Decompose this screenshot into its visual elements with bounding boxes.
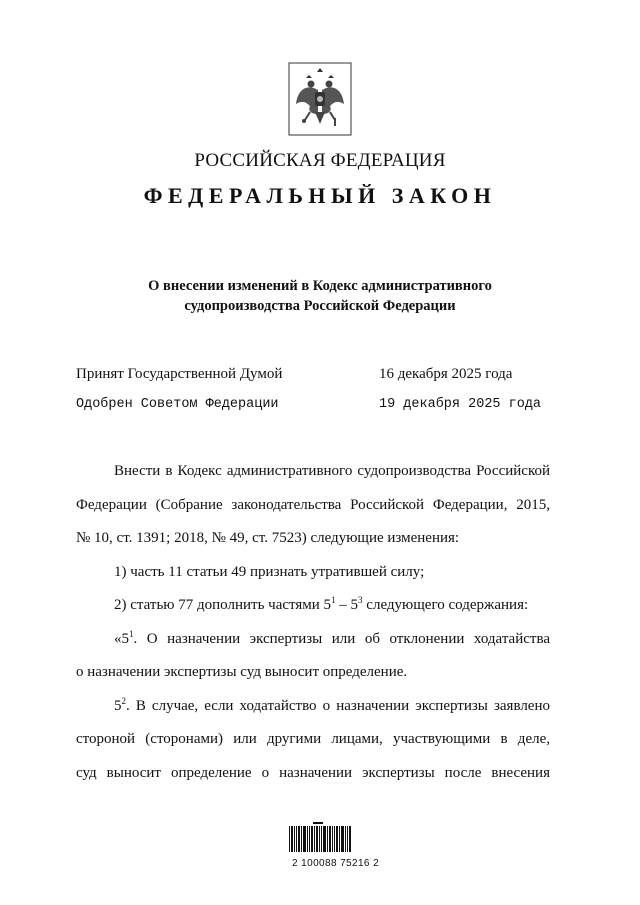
body-line — [76, 690, 550, 724]
body-line: Федерации (Собрание законодательства Российской Федерации, 2015, — [76, 496, 550, 513]
body-line: Внести в Кодекс административного судопроизводства Российской — [114, 463, 550, 479]
superscript: 3 — [358, 595, 363, 605]
barcode-number: 2 100088 75216 2 — [292, 858, 380, 869]
list-item: 1) часть 11 статьи 49 признать утратившей силу; — [114, 563, 425, 580]
law-body — [76, 455, 550, 790]
body-line: о назначении экспертизы суд выносит определение. — [76, 664, 408, 680]
document-type: ФЕДЕРАЛЬНЫЙ ЗАКОН — [143, 183, 497, 208]
superscript: 2 — [121, 695, 126, 706]
duma-adoption-label: Принят Государственной Думой — [76, 366, 283, 382]
body-line — [76, 623, 550, 657]
law-title-line: судопроизводства Российской Федерации — [184, 298, 456, 314]
list-item-text: следующего содержания: — [362, 597, 529, 613]
body-line: стороной (сторонами) или другими лицами, участвующими в деле, — [76, 731, 550, 747]
double-headed-eagle-icon — [288, 62, 352, 136]
law-title — [0, 276, 640, 316]
superscript: 1 — [331, 595, 336, 605]
body-text: . О назначении экспертизы или об отклонении ходатайства — [133, 630, 550, 647]
superscript: 1 — [129, 628, 134, 639]
part-number: 5 — [114, 697, 122, 714]
part-number: «5 — [114, 630, 129, 647]
barcode-icon — [289, 822, 351, 852]
list-item-text: – 5 — [335, 597, 359, 613]
body-text: . В случае, если ходатайство о назначении экспертизы заявлено — [126, 697, 550, 714]
council-approval-date: 19 декабря 2025 года — [379, 397, 542, 412]
duma-adoption-date: 16 декабря 2025 года — [379, 366, 513, 382]
state-emblem — [288, 62, 352, 136]
law-title-line: О внесении изменений в Кодекс административного — [148, 278, 492, 294]
barcode — [289, 822, 351, 852]
body-line: № 10, ст. 1391; 2018, № 49, ст. 7523) следующие изменения: — [76, 530, 460, 546]
council-approval-label: Одобрен Советом Федерации — [76, 397, 279, 412]
list-item — [76, 589, 550, 623]
country-name: РОССИЙСКАЯ ФЕДЕРАЦИЯ — [194, 150, 446, 171]
body-line: суд выносит определение о назначении экспертизы после внесения — [76, 764, 550, 781]
list-item-text: 2) статью 77 дополнить частями 5 — [114, 597, 332, 613]
